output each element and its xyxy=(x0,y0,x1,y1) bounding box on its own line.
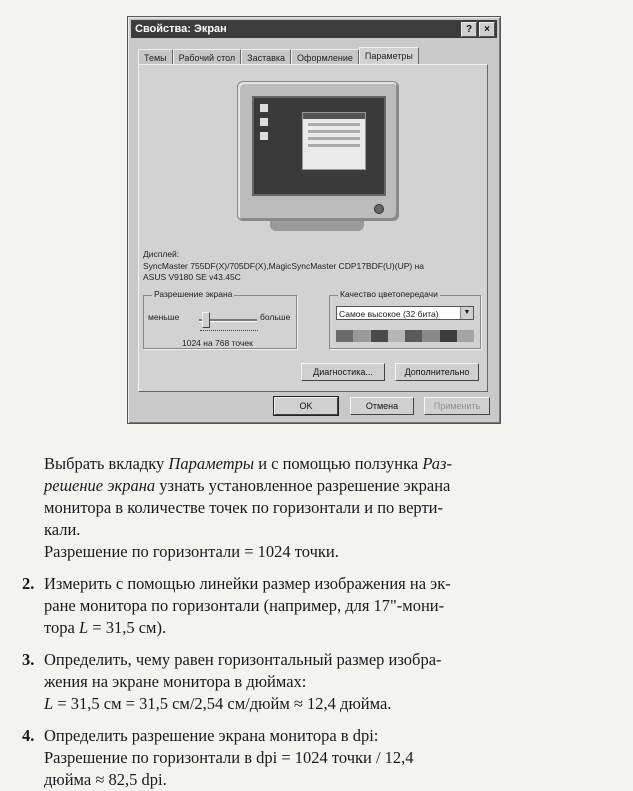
tab-appearance[interactable]: Оформление xyxy=(291,49,359,68)
step1-line2: решение экрана узнать установленное разрешение экрана xyxy=(44,476,451,495)
tab-settings[interactable]: Параметры xyxy=(359,47,419,68)
resolution-group-label: Разрешение экрана xyxy=(154,289,233,299)
more-label: больше xyxy=(260,312,291,322)
desktop-icon xyxy=(260,132,268,140)
color-preview-bar xyxy=(336,330,474,342)
dialog-title: Свойства: Экран xyxy=(135,23,227,35)
tab-desktop[interactable]: Рабочий стол xyxy=(173,49,242,68)
monitor-preview-icon xyxy=(237,81,399,221)
close-button[interactable]: × xyxy=(479,22,495,37)
chevron-down-icon[interactable]: ▼ xyxy=(460,307,473,319)
preview-window xyxy=(302,112,366,170)
display-label: Дисплей: xyxy=(143,249,180,259)
step4-number: 4. xyxy=(22,726,35,745)
desktop-icon xyxy=(260,104,268,112)
dialog-titlebar xyxy=(131,20,497,38)
display-properties-dialog xyxy=(127,16,501,424)
resolution-group xyxy=(143,289,297,349)
display-value-line2: ASUS V9180 SE v43.45C xyxy=(143,272,241,282)
resolution-slider-thumb[interactable] xyxy=(202,312,210,328)
step3-number: 3. xyxy=(22,650,35,669)
step1-line4: кали. xyxy=(44,520,81,539)
step1-line1: Выбрать вкладку Параметры и с помощью ползунка Раз- xyxy=(44,454,452,473)
desktop-icon xyxy=(260,118,268,126)
step4-line3: дюйма ≈ 82,5 dpi. xyxy=(44,770,167,789)
monitor-screen xyxy=(252,96,386,196)
step2-line1: Измерить с помощью линейки размер изображения на эк- xyxy=(44,574,451,593)
less-label: меньше xyxy=(148,312,180,322)
slider-ticks xyxy=(200,330,258,334)
step4-line2: Разрешение по горизонтали в dpi = 1024 точки / 12,4 xyxy=(44,748,414,767)
cancel-button[interactable]: Отмена xyxy=(350,397,414,415)
color-quality-label: Качество цветопередачи xyxy=(340,289,438,299)
step1-result: Разрешение по горизонтали = 1024 точки. xyxy=(44,542,339,561)
step2-number: 2. xyxy=(22,574,35,593)
power-button-icon xyxy=(374,204,384,214)
dialog-tabs xyxy=(138,47,490,65)
resolution-value: 1024 на 768 точек xyxy=(182,338,253,348)
step2-line2: ране монитора по горизонтали (например, для 17"-мони- xyxy=(44,596,445,615)
color-quality-group xyxy=(329,289,481,349)
tab-themes[interactable]: Темы xyxy=(138,49,173,68)
advanced-button[interactable]: Дополнительно xyxy=(395,363,479,381)
monitor-stand xyxy=(270,221,364,231)
apply-button[interactable]: Применить xyxy=(424,397,490,415)
color-quality-select[interactable] xyxy=(336,306,474,320)
color-quality-value: Самое высокое (32 бита) xyxy=(339,309,439,319)
help-button[interactable]: ? xyxy=(461,22,477,37)
settings-panel xyxy=(138,64,488,392)
step3-line2: жения на экране монитора в дюймах: xyxy=(44,672,307,691)
tab-screensaver[interactable]: Заставка xyxy=(241,49,291,68)
display-value-line1: SyncMaster 755DF(X)/705DF(X),MagicSyncMaster CDP17BDF(U)(UP) на xyxy=(143,261,425,271)
ok-button[interactable]: OK xyxy=(274,397,338,415)
step3-line1: Определить, чему равен горизонтальный размер изобра- xyxy=(44,650,442,669)
step2-line3: тора L = 31,5 см). xyxy=(44,618,167,637)
diagnostics-button[interactable]: Диагностика... xyxy=(301,363,385,381)
step4-line1: Определить разрешение экрана монитора в dpi: xyxy=(44,726,379,745)
step3-line3: L = 31,5 см = 31,5 см/2,54 см/дюйм ≈ 12,4 дюйма. xyxy=(44,694,392,713)
step1-line3: монитора в количестве точек по горизонтали и по верти- xyxy=(44,498,443,517)
